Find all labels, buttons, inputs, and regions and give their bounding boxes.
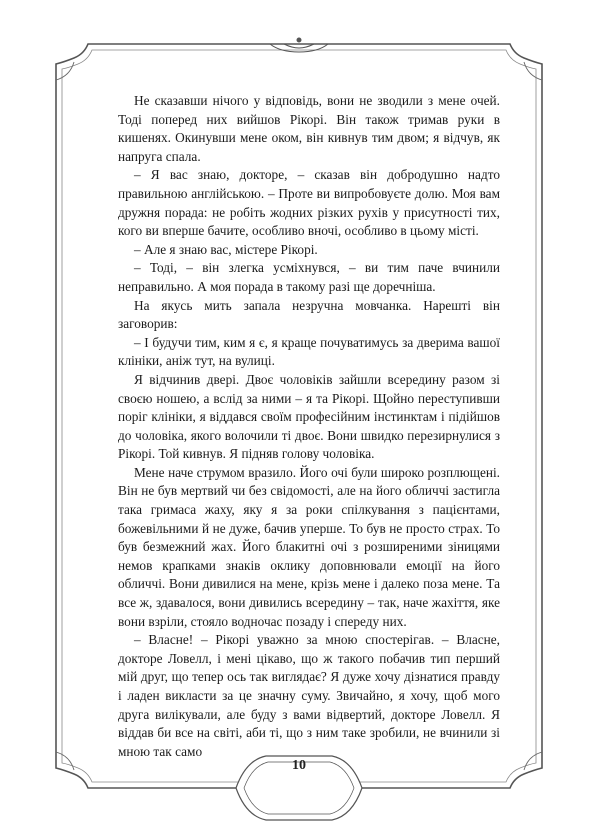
body-text [118,92,500,761]
paragraph: – Я вас знаю, докторе, – сказав він добродушно надто правильною англійською. – Проте ви випробовуєте долю. Моя вам дружня порада: не робіть жодних різких рухів у присутності тих, кого ви вперше бачите, особливо вночі, особливо в цьому місті. [118,167,500,239]
paragraph: – Але я знаю вас, містере Рікорі. [134,241,318,257]
paragraph: – Тоді, – він злегка усміхнувся, – ви тим паче вчинили неправильно. А моя порада в такому разі ще доречніша. [118,260,500,294]
paragraph: На якусь мить запала незручна мовчанка. Нарешті він заговорив: [118,297,500,332]
paragraph: Я відчинив двері. Двоє чоловіків зайшли всередину разом зі своєю ношею, а вслід за ними – я та Рікорі. Щойно переступивши поріг клініки, я віддався своїм професійним інстинктам і підійшов до чоловіка, якого волочили ті двоє. Вони швидко перезирнулися з Рікорі. Той кивнув. Я підняв голову чоловіка. [118,371,500,462]
paragraph: – Власне! – Рікорі уважно за мною спостерігав. – Власне, докторе Ловелл, і мені цікаво, що ж такого побачив тип перший мій друг, що тепер ось так виглядає? Я дуже хочу дізнатися правду і ладен викласти за це значну суму. Звичайно, я хочу, щоб мого друга вилікували, але буду з вами відвертий, докторе Ловелл. Я віддав би все на світі, аби ті, що з ним таке зробили, не вчинили зі мною так само [118,632,500,759]
paragraph: Не сказавши нічого у відповідь, вони не зводили з мене очей. Тоді поперед них вийшов Рікорі. Він також тримав руки в кишенях. Окинувши мене оком, він кивнув тим двом; я відчув, як напруга спала. [118,93,500,164]
page-number: 10 [292,758,306,773]
paragraph: Мене наче струмом вразило. Його очі були широко розплющені. Він не був мертвий чи без свідомості, але на його обличчі застигла така гримаса жаху, яку я за роки спілкування з пацієнтами, божевільними й не дуже, бачив уперше. То був не просто страх. То був безмежний жах. Його блакитні очі з розширеними зіницями немов крапками знаків оклику доповнювали емоції на його обличчі. Вони дивилися на мене, крізь мене і далеко поза мене. Та все ж, здавалося, вони дивились всередину – так, наче жахіття, яке вони взріли, стояло водночас позаду і спереду них. [118,464,500,629]
paragraph: – І будучи тим, ким я є, я краще почуватимусь за дверима вашої клініки, аніж тут, на вулиці. [118,334,500,369]
